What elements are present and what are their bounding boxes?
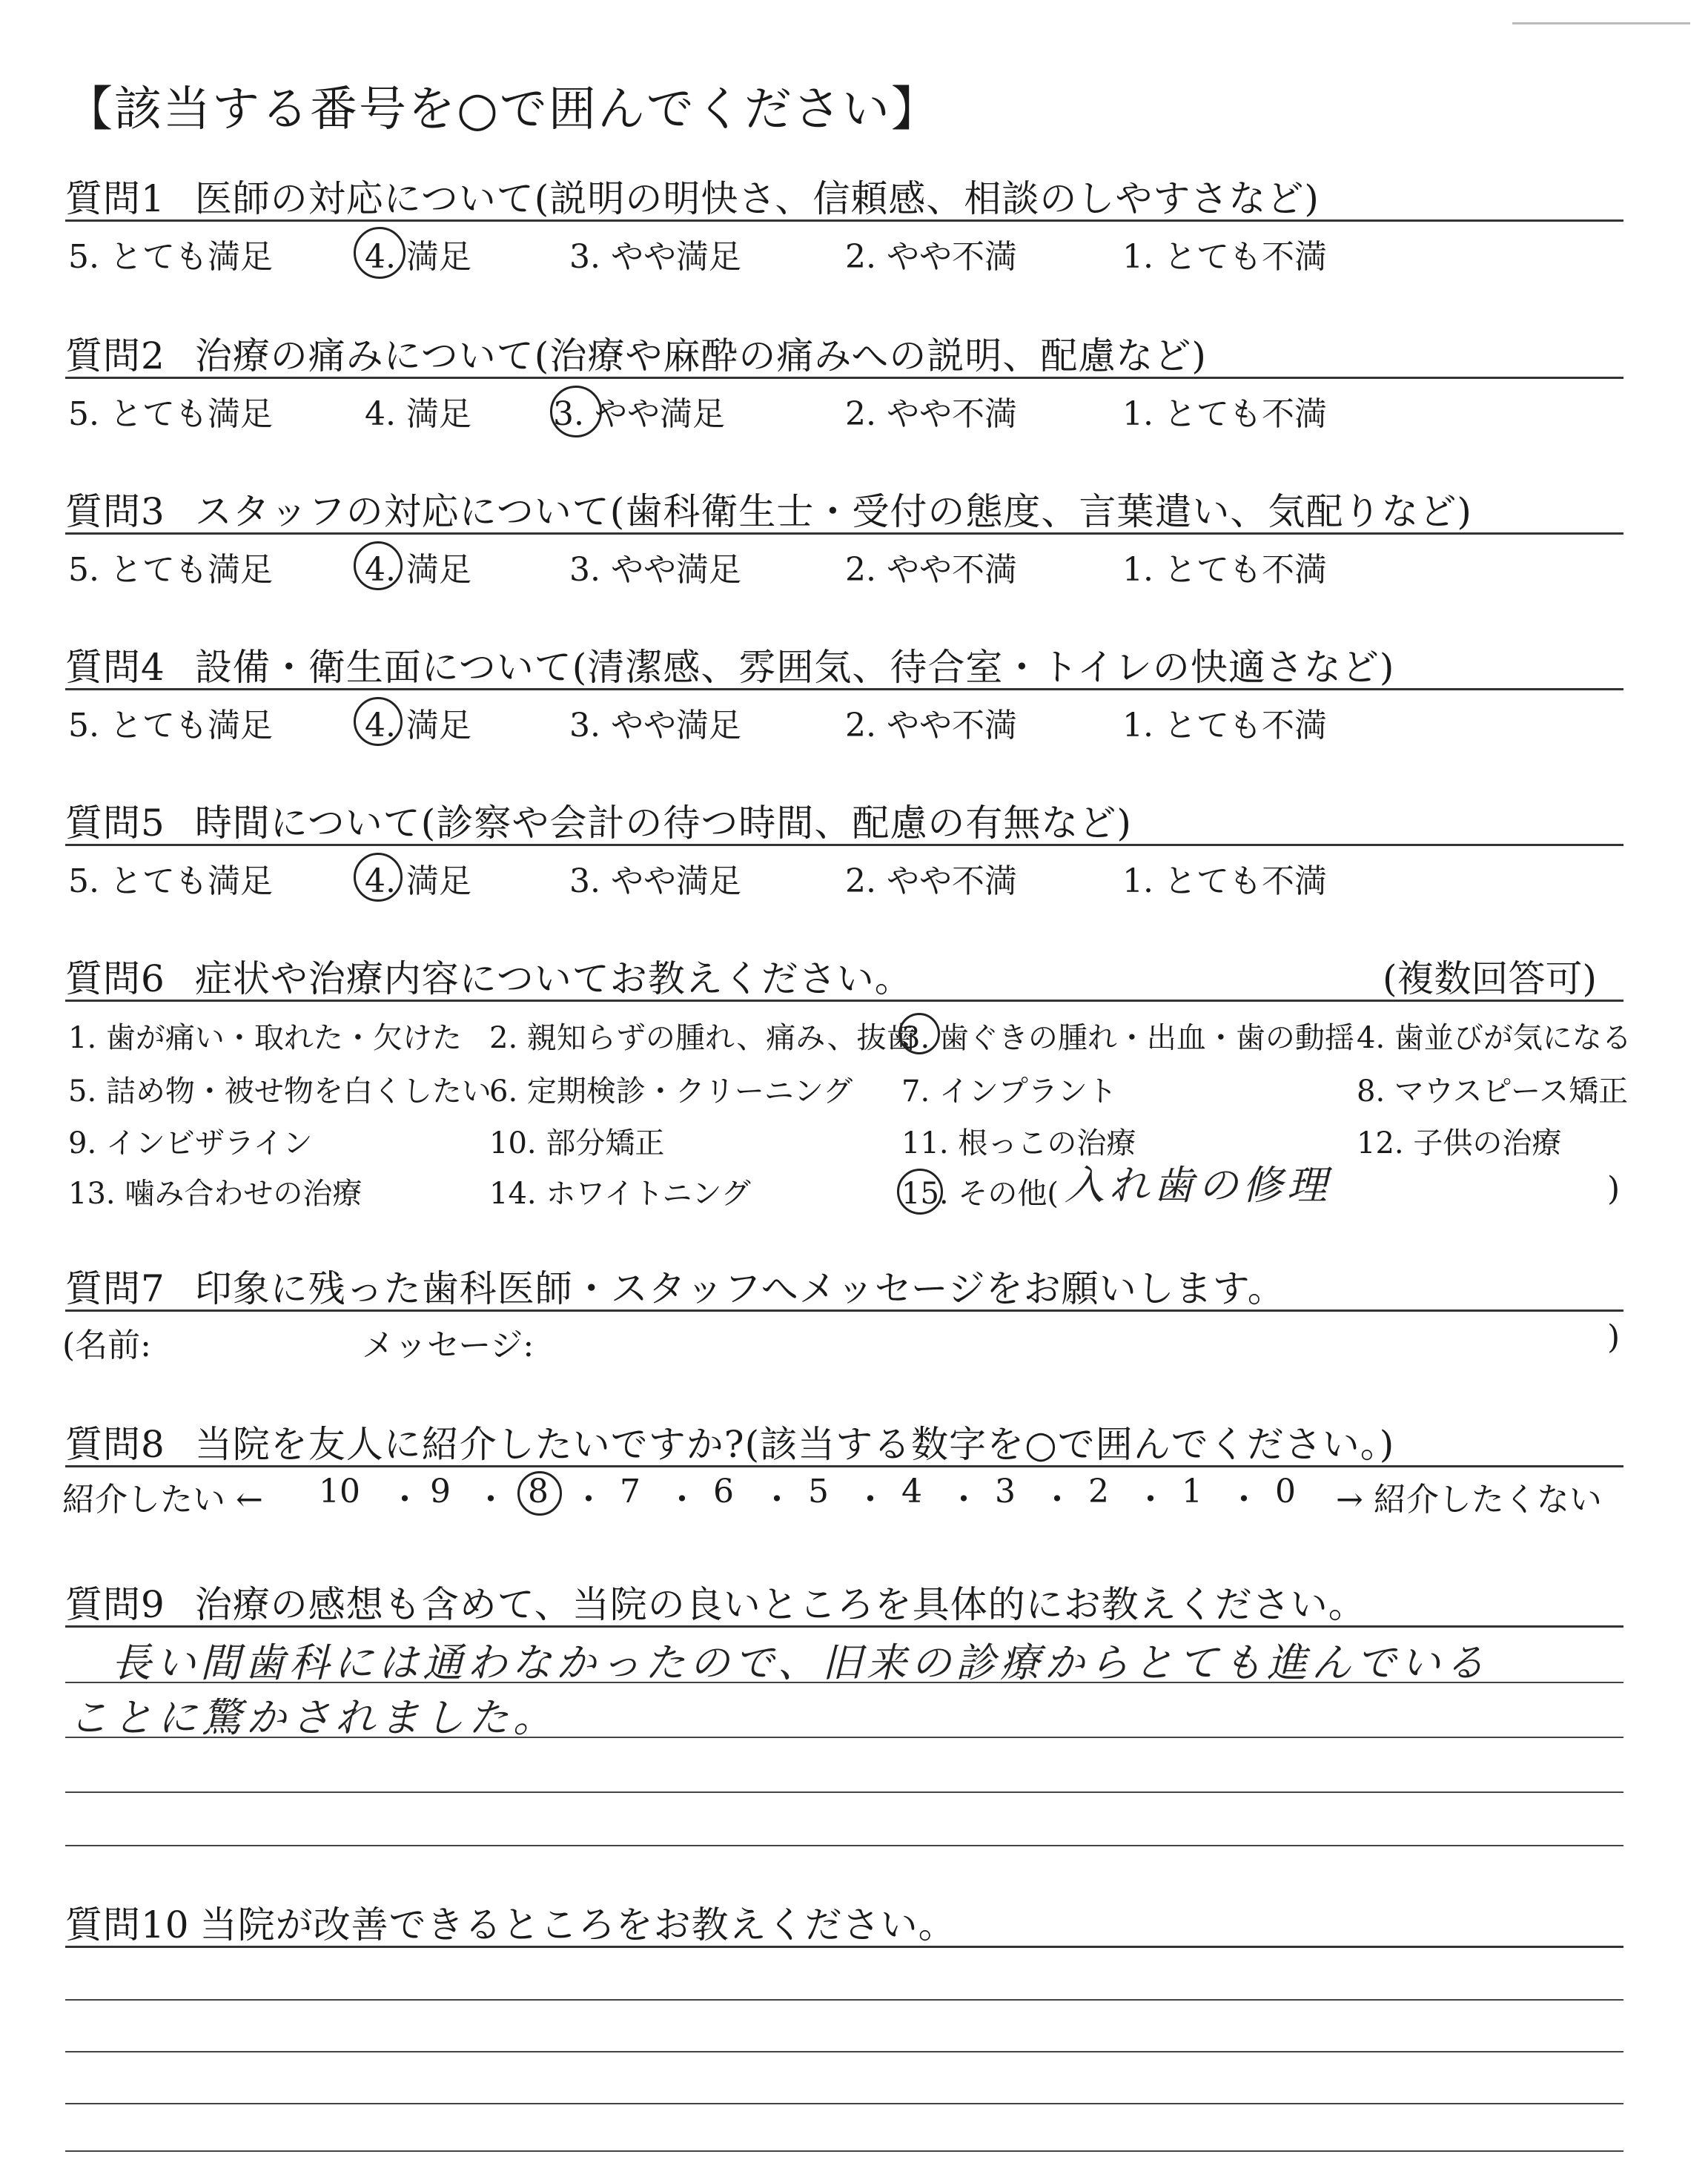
question-1-number: 質問1 <box>65 177 165 220</box>
question-8-number: 質問8 <box>65 1423 165 1466</box>
q8-right-label: → 紹介したくない <box>1336 1481 1602 1519</box>
question-10 <box>65 1895 956 1949</box>
q8-scale-3[interactable]: 3 <box>995 1473 1016 1510</box>
q5-option-3[interactable]: 3. やや満足 <box>569 862 741 900</box>
question-6-multiple-answers-note: (複数回答可) <box>1382 957 1597 1000</box>
question-1-rule <box>65 219 1623 222</box>
q4-option-3[interactable]: 3. やや満足 <box>569 707 741 744</box>
question-7-rule <box>65 1309 1623 1312</box>
question-3 <box>65 482 1472 535</box>
q6-option-6[interactable]: 6. 定期検診・クリーニング <box>489 1074 853 1109</box>
question-7-number: 質問7 <box>65 1267 165 1310</box>
q1-option-1[interactable]: 1. とても不満 <box>1122 238 1327 276</box>
q3-option-4[interactable]: 4. 満足 <box>365 551 471 589</box>
question-6-number: 質問6 <box>65 957 165 1000</box>
question-8-title: 当院を友人に紹介したいですか?(該当する数字を○で囲んでください。) <box>194 1423 1395 1466</box>
question-6-rule <box>65 1000 1623 1002</box>
question-9-title: 治療の感想も含めて、当院の良いところを具体的にお教えください。 <box>194 1583 1366 1626</box>
q8-scale-9[interactable]: 9 <box>430 1473 451 1510</box>
q9-answer-line-1: 長い間歯科には通わなかったので、旧来の診療からとても進んでいる <box>111 1639 1489 1686</box>
question-9-number: 質問9 <box>65 1583 165 1626</box>
q6-option-8[interactable]: 8. マウスピース矯正 <box>1357 1074 1629 1109</box>
question-9 <box>65 1575 1366 1628</box>
q7-close-paren: ) <box>1607 1318 1621 1356</box>
q8-separator: ・ <box>1041 1481 1073 1519</box>
question-3-rule <box>65 532 1623 535</box>
q8-selection-circle <box>517 1471 562 1516</box>
q10-answer-rule <box>65 2051 1623 2052</box>
q10-answer-rule <box>65 2103 1623 2104</box>
q5-option-5[interactable]: 5. とても満足 <box>68 862 273 900</box>
q3-option-3[interactable]: 3. やや満足 <box>569 551 741 589</box>
question-2 <box>65 326 1207 380</box>
q9-answer-rule <box>65 1845 1623 1846</box>
q4-option-5[interactable]: 5. とても満足 <box>68 707 273 744</box>
q6-option-9[interactable]: 9. インビザライン <box>68 1126 313 1160</box>
q9-answer-rule <box>65 1737 1623 1738</box>
question-10-number: 質問10 <box>65 1903 190 1946</box>
q8-scale-4[interactable]: 4 <box>901 1473 922 1510</box>
question-3-number: 質問3 <box>65 490 165 533</box>
q6-option-12[interactable]: 12. 子供の治療 <box>1357 1126 1562 1160</box>
q6-other-handwritten-text: 入れ歯の修理 <box>1065 1162 1331 1209</box>
question-10-rule <box>65 1946 1623 1948</box>
q6-option-2[interactable]: 2. 親知らずの腫れ、痛み、抜歯 <box>489 1021 916 1055</box>
q8-scale-7[interactable]: 7 <box>620 1473 640 1510</box>
q5-selection-circle <box>354 853 403 902</box>
q3-option-1[interactable]: 1. とても不満 <box>1122 551 1327 589</box>
q8-left-label: 紹介したい ← <box>62 1481 263 1519</box>
question-1-title: 医師の対応について(説明の明快さ、信頼感、相談のしやすさなど) <box>194 177 1320 220</box>
q8-separator: ・ <box>572 1481 605 1519</box>
q1-option-4[interactable]: 4. 満足 <box>365 238 471 276</box>
q6-option-13[interactable]: 13. 噛み合わせの治療 <box>68 1177 363 1211</box>
q3-selection-circle <box>354 541 403 590</box>
q6-option-10[interactable]: 10. 部分矯正 <box>489 1126 665 1160</box>
q8-separator: ・ <box>388 1481 421 1519</box>
q3-option-5[interactable]: 5. とても満足 <box>68 551 273 589</box>
q6-other-close-paren: ) <box>1607 1170 1621 1208</box>
question-6 <box>65 949 913 1003</box>
q2-option-5[interactable]: 5. とても満足 <box>68 395 273 433</box>
q8-separator: ・ <box>1228 1481 1260 1519</box>
question-5-number: 質問5 <box>65 802 165 845</box>
q6-option-15-other[interactable]: 15. その他( <box>901 1177 1059 1211</box>
question-5-rule <box>65 844 1623 846</box>
q6-option-3[interactable]: 3. 歯ぐきの腫れ・出血・歯の動揺 <box>901 1021 1354 1055</box>
q2-option-2[interactable]: 2. やや不満 <box>845 395 1017 433</box>
q9-answer-rule <box>65 1682 1623 1683</box>
question-5-title: 時間について(診察や会計の待つ時間、配慮の有無など) <box>194 802 1132 845</box>
q4-selection-circle <box>354 697 403 746</box>
q7-name-label: (名前: <box>62 1327 151 1364</box>
q2-option-1[interactable]: 1. とても不満 <box>1122 395 1327 433</box>
q8-scale-0[interactable]: 0 <box>1275 1473 1296 1510</box>
q8-scale-5[interactable]: 5 <box>808 1473 829 1510</box>
q1-option-5[interactable]: 5. とても満足 <box>68 238 273 276</box>
q4-option-2[interactable]: 2. やや不満 <box>845 707 1017 744</box>
q8-separator: ・ <box>666 1481 698 1519</box>
q6-option-15-selection-circle <box>897 1169 943 1215</box>
q8-scale-10[interactable]: 10 <box>319 1473 360 1510</box>
question-2-rule <box>65 377 1623 379</box>
q8-separator: ・ <box>947 1481 980 1519</box>
question-8-rule <box>65 1465 1623 1467</box>
q1-option-3[interactable]: 3. やや満足 <box>569 238 741 276</box>
question-6-title: 症状や治療内容についてお教えください。 <box>194 957 913 1000</box>
q9-answer-line-2: ことに驚かされました。 <box>68 1694 557 1741</box>
q10-answer-rule <box>65 2150 1623 2152</box>
question-2-number: 質問2 <box>65 334 165 377</box>
question-9-rule <box>65 1625 1623 1628</box>
q9-answer-rule <box>65 1791 1623 1793</box>
q8-scale-1[interactable]: 1 <box>1182 1473 1202 1510</box>
q6-option-5[interactable]: 5. 詰め物・被せ物を白くしたい <box>68 1074 491 1109</box>
question-7 <box>65 1259 1285 1312</box>
q1-selection-circle <box>354 227 406 279</box>
instruction-heading: 【該当する番号を○で囲んでください】 <box>65 82 940 137</box>
q6-option-7[interactable]: 7. インプラント <box>901 1074 1117 1109</box>
q6-option-3-selection-circle <box>898 1013 940 1054</box>
q5-option-4[interactable]: 4. 満足 <box>365 862 471 900</box>
q4-option-4[interactable]: 4. 満足 <box>365 707 471 744</box>
q6-option-11[interactable]: 11. 根っこの治療 <box>901 1126 1136 1160</box>
q2-option-3[interactable]: 3. やや満足 <box>553 395 725 433</box>
q6-option-14[interactable]: 14. ホワイトニング <box>489 1177 751 1211</box>
q8-scale-6[interactable]: 6 <box>713 1473 734 1510</box>
question-4 <box>65 638 1394 691</box>
q5-option-2[interactable]: 2. やや不満 <box>845 862 1017 900</box>
q1-option-2[interactable]: 2. やや不満 <box>845 238 1017 276</box>
q8-separator: ・ <box>854 1481 887 1519</box>
question-1 <box>65 169 1320 222</box>
question-7-title: 印象に残った歯科医師・スタッフへメッセージをお願いします。 <box>194 1267 1285 1310</box>
q8-scale-2[interactable]: 2 <box>1088 1473 1109 1510</box>
question-4-number: 質問4 <box>65 646 165 689</box>
q8-separator: ・ <box>761 1481 793 1519</box>
question-5 <box>65 793 1132 847</box>
q3-option-2[interactable]: 2. やや不満 <box>845 551 1017 589</box>
q10-answer-rule <box>65 1999 1623 2001</box>
question-2-title: 治療の痛みについて(治療や麻酔の痛みへの説明、配慮など) <box>194 334 1207 377</box>
q2-option-4[interactable]: 4. 満足 <box>365 395 471 433</box>
question-3-title: スタッフの対応について(歯科衛生士・受付の態度、言葉遣い、気配りなど) <box>194 490 1472 533</box>
question-4-rule <box>65 688 1623 690</box>
q8-scale-8[interactable]: 8 <box>528 1473 549 1510</box>
q2-selection-circle <box>550 386 602 437</box>
question-10-title: 当院が改善できるところをお教えください。 <box>199 1903 956 1946</box>
q6-option-1[interactable]: 1. 歯が痛い・取れた・欠けた <box>68 1021 462 1055</box>
question-8 <box>65 1415 1394 1468</box>
q8-separator: ・ <box>474 1481 507 1519</box>
q4-option-1[interactable]: 1. とても不満 <box>1122 707 1327 744</box>
q8-separator: ・ <box>1134 1481 1167 1519</box>
question-4-title: 設備・衛生面について(清潔感、雰囲気、待合室・トイレの快適さなど) <box>194 646 1395 689</box>
q6-option-4[interactable]: 4. 歯並びが気になる <box>1357 1021 1632 1055</box>
scan-edge-line <box>1512 22 1690 24</box>
q5-option-1[interactable]: 1. とても不満 <box>1122 862 1327 900</box>
q7-message-label: メッセージ: <box>362 1327 534 1364</box>
